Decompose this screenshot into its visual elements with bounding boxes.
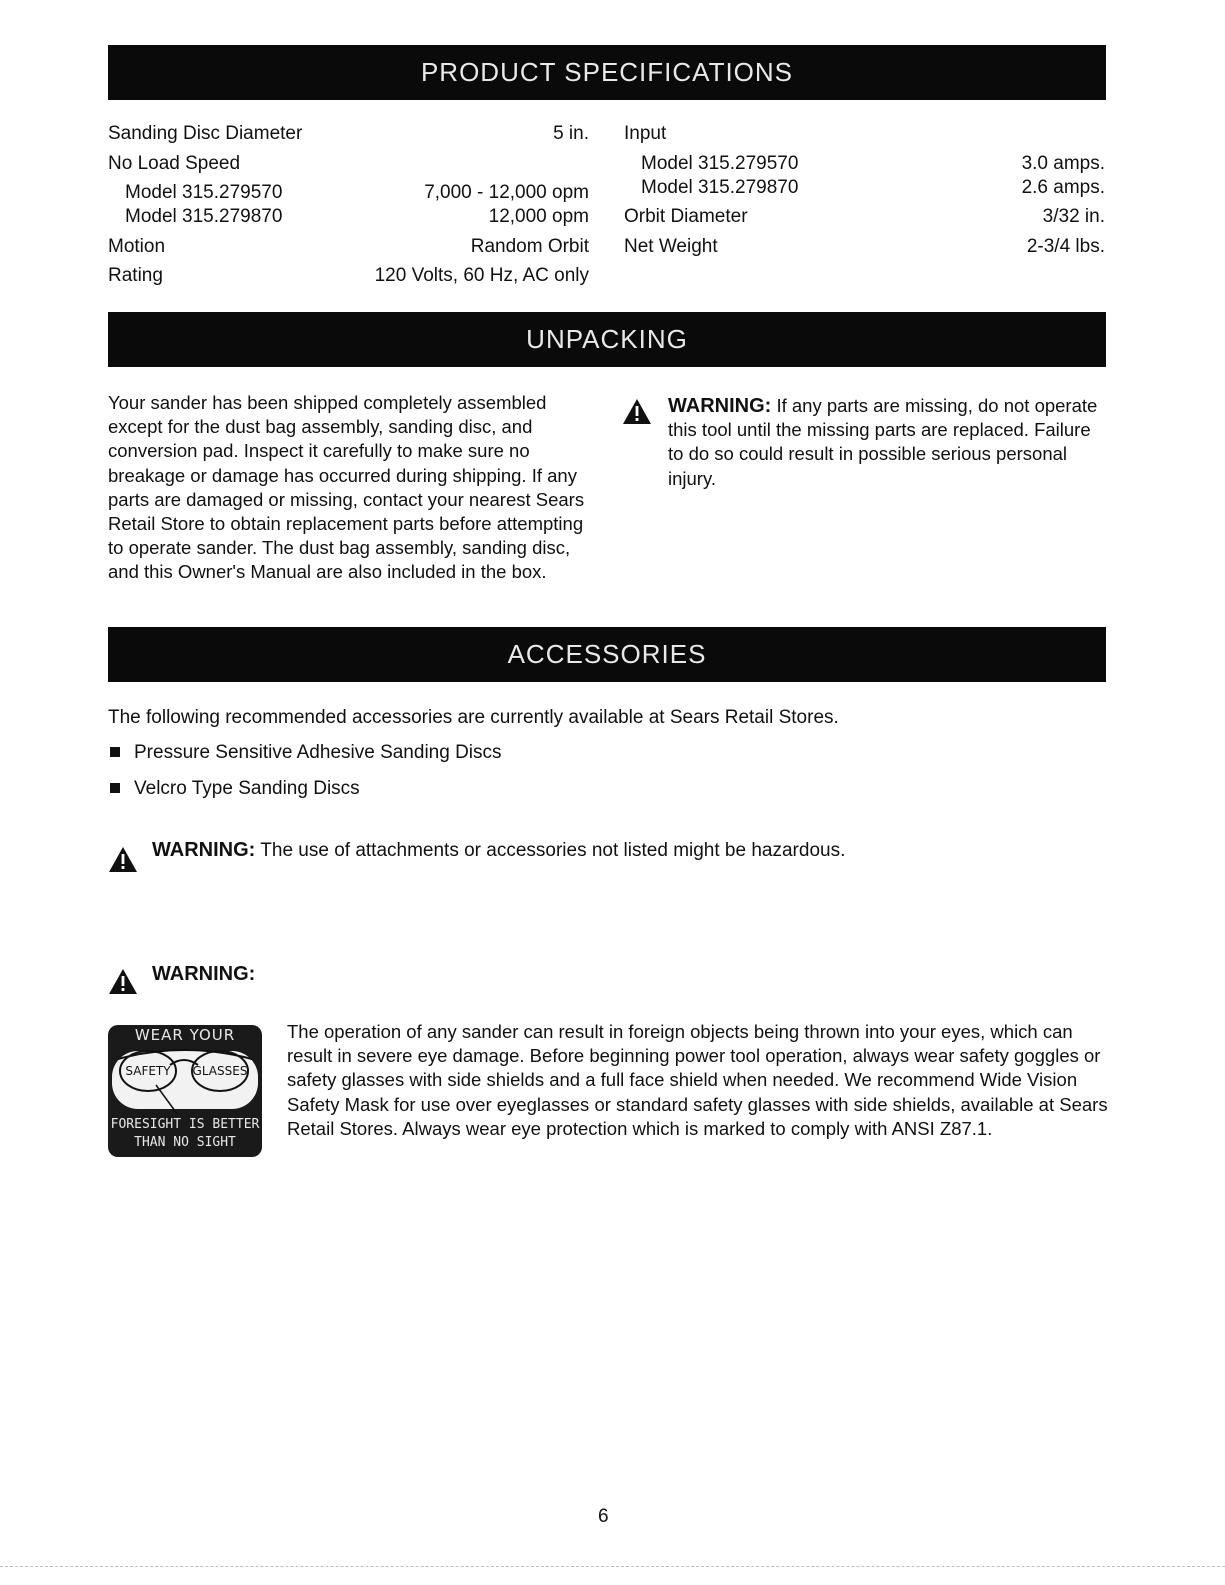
section-header-accessories: [108, 627, 1106, 682]
page-bottom-rule: [0, 1566, 1225, 1567]
eye-warning-label: WARNING:: [152, 963, 256, 985]
spec-value: 3/32 in.: [1042, 206, 1105, 227]
spec-label: Model 315.279870: [641, 177, 799, 198]
badge-lens-left: SAFETY: [125, 1064, 171, 1078]
unpacking-body: Your sander has been shipped completely assembled except for the dust bag assembly, sanding disc, and conversion pad. Inspect it carefully to make sure no breakage or damage has occurred during shipping. If any parts are damaged or missing, contact your nearest Sears Retail Store to obtain replacement parts before attempting to operate sander. The dust bag assembly, sanding disc, and this Owner's Manual are also included in the box.: [108, 392, 585, 583]
accessories-intro: The following recommended accessories are currently available at Sears Retail Stores.: [108, 707, 839, 728]
warning-text: If any parts are missing, do not operate this tool until the missing parts are replaced. Failure to do so could result in possible serious personal injury.: [668, 395, 1098, 489]
warning-text: The use of attachments or accessories not listed might be hazardous.: [260, 840, 846, 861]
spec-label: Input: [624, 123, 667, 144]
safety-glasses-badge: [108, 1025, 262, 1157]
warning-triangle-icon: [108, 968, 138, 995]
badge-bottom-text: THAN NO SIGHT: [134, 1135, 236, 1150]
spec-value: 120 Volts, 60 Hz, AC only: [374, 265, 589, 286]
spec-value: 3.0 amps.: [1021, 153, 1105, 174]
spec-label: Motion: [108, 236, 166, 257]
badge-top-text: WEAR YOUR: [134, 1026, 236, 1044]
spec-value: 2-3/4 lbs.: [1026, 236, 1105, 257]
warning-triangle-icon: [108, 846, 138, 873]
section-title: UNPACKING: [526, 324, 688, 354]
list-item: Pressure Sensitive Adhesive Sanding Discs: [134, 742, 502, 763]
spec-value: 7,000 - 12,000 opm: [424, 182, 589, 203]
warning-label: WARNING:: [152, 839, 256, 861]
section-header-unpacking: [108, 312, 1106, 367]
spec-label: Sanding Disc Diameter: [108, 123, 303, 144]
section-header-specs: [108, 45, 1106, 100]
goggles-icon: [108, 1045, 262, 1117]
accessories-warning: [152, 838, 845, 863]
bullet-icon: [110, 783, 120, 793]
spec-value: 12,000 opm: [488, 206, 589, 227]
spec-label: Model 315.279570: [641, 153, 799, 174]
section-title: PRODUCT SPECIFICATIONS: [420, 57, 794, 87]
bullet-icon: [110, 747, 120, 757]
page-number: 6: [598, 1506, 609, 1527]
warning-label: WARNING:: [668, 395, 772, 417]
badge-bottom-text: FORESIGHT IS BETTER: [110, 1117, 260, 1132]
spec-label: No Load Speed: [108, 153, 241, 174]
warning-triangle-icon: [622, 398, 652, 425]
spec-label: Net Weight: [624, 236, 718, 257]
unpacking-warning: [668, 394, 1108, 491]
spec-value: 2.6 amps.: [1021, 177, 1105, 198]
spec-label: Rating: [108, 265, 163, 286]
eye-warning-text: The operation of any sander can result in foreign objects being thrown into your eyes, which can result in severe eye damage. Before beginning power tool operation, always wear safety goggles or safety glasses with side shields and a full face shield when needed. We recommend Wide Vision Safety Mask for use over eyeglasses or standard safety glasses with side shields, available at Sears Retail Stores. Always wear eye protection which is marked to comply with ANSI Z87.1.: [287, 1021, 1108, 1139]
spec-label: Model 315.279870: [125, 206, 283, 227]
spec-label: Model 315.279570: [125, 182, 283, 203]
list-item: Velcro Type Sanding Discs: [134, 778, 360, 799]
spec-value: 5 in.: [553, 123, 589, 144]
spec-value: Random Orbit: [470, 236, 589, 257]
section-title: ACCESSORIES: [507, 639, 707, 669]
spec-label: Orbit Diameter: [624, 206, 748, 227]
badge-lens-right: GLASSES: [192, 1064, 248, 1078]
